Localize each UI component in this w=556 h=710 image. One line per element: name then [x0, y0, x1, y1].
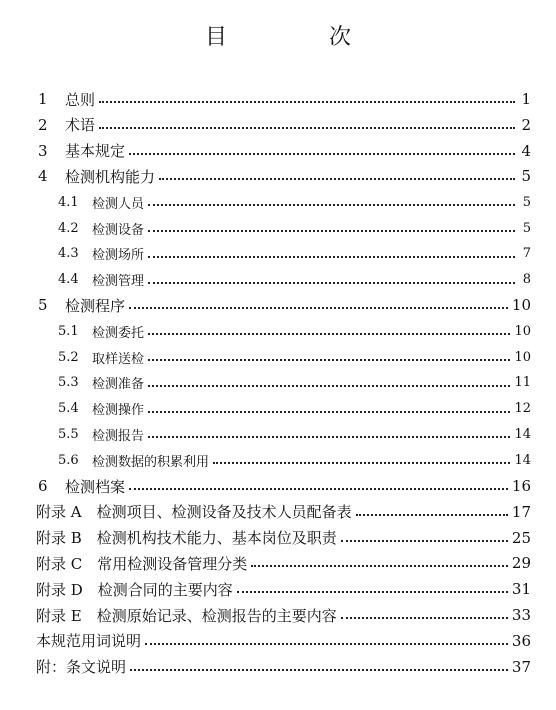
toc-leader-dots [148, 411, 510, 413]
toc-entry-number: 1 [38, 90, 48, 108]
toc-entry[interactable] [58, 269, 531, 291]
toc-entry-page: 10 [511, 296, 531, 315]
toc-entry-page: 10 [514, 349, 531, 365]
toc-entry-title: 检测程序 [65, 296, 126, 315]
toc-entry-page: 8 [522, 272, 531, 288]
toc-leader-dots [148, 385, 510, 387]
toc-entry[interactable] [36, 527, 531, 549]
toc-entry-number: 3 [38, 141, 48, 160]
toc-entry[interactable] [38, 114, 531, 136]
toc-leader-dots [148, 230, 515, 232]
toc-entry[interactable] [58, 346, 531, 368]
toc-entry-number: 5.4 [58, 401, 79, 417]
toc-entry[interactable] [36, 578, 531, 600]
toc-leader-dots [148, 436, 510, 438]
toc-entry-title: 附录 A 检测项目、检测设备及技术人员配备表 [36, 503, 352, 522]
toc-entry-page: 25 [511, 528, 531, 547]
toc-entry[interactable] [38, 140, 531, 162]
toc-entry-title: 本规范用词说明 [36, 632, 142, 651]
toc-entry-title: 检测准备 [92, 377, 145, 393]
toc-entry-page: 5 [522, 194, 531, 210]
toc-entry-title: 检测场所 [92, 248, 145, 264]
toc-leader-dots [129, 153, 515, 155]
toc-leader-dots [237, 591, 508, 593]
toc-entry-number: 5.6 [58, 452, 79, 468]
toc-entry[interactable] [36, 604, 531, 626]
toc-leader-dots [356, 514, 508, 516]
toc-entry-title: 附录 E 检测原始记录、检测报告的主要内容 [36, 606, 337, 625]
toc-entry-number: 5.1 [58, 323, 79, 339]
toc-leader-dots [129, 307, 508, 309]
toc-entry-page: 7 [522, 246, 531, 262]
toc-entry-page: 10 [514, 323, 531, 339]
toc-entry-title: 取样送检 [92, 351, 145, 367]
toc-entry[interactable] [36, 630, 531, 652]
toc-entry-page: 11 [514, 375, 531, 391]
toc-entry-title: 检测数据的积累利用 [92, 454, 210, 470]
toc-entry-page: 37 [511, 657, 531, 676]
toc-leader-dots [148, 204, 515, 206]
toc-entry-page: 5 [522, 220, 531, 236]
toc-entry-number: 5.3 [58, 375, 79, 391]
toc-entry-page: 2 [521, 115, 531, 134]
toc-entry-number: 4 [38, 167, 48, 186]
toc-entry[interactable] [58, 320, 531, 342]
toc-entry-title: 检测委托 [92, 325, 145, 341]
toc-entry-title: 基本规定 [65, 142, 126, 161]
toc-entry[interactable] [58, 217, 531, 239]
toc-entry-number: 4.3 [58, 246, 79, 262]
toc-entry-title: 检测档案 [65, 477, 126, 496]
toc-entry-title: 总则 [65, 90, 96, 109]
toc-entry[interactable] [38, 165, 531, 187]
toc-entry-page: 36 [511, 631, 531, 650]
toc-entry-title: 附录 C 常用检测设备管理分类 [36, 554, 248, 573]
toc-leader-dots [99, 101, 515, 103]
toc-entry-page: 5 [521, 167, 531, 186]
toc-entry-number: 4.1 [58, 194, 79, 210]
toc-entry[interactable] [58, 398, 531, 420]
toc-entry-number: 5 [38, 296, 48, 315]
toc-leader-dots [148, 359, 510, 361]
toc-entry-number: 5.2 [58, 349, 79, 365]
toc-leader-dots [148, 333, 510, 335]
toc-entry-page: 29 [511, 554, 531, 573]
toc-entry[interactable] [58, 423, 531, 445]
toc-entry-page: 4 [521, 141, 531, 160]
toc-entry-title: 检测机构能力 [65, 167, 156, 186]
toc-entry-title: 术语 [65, 116, 96, 135]
toc-entry-title: 附录 B 检测机构技术能力、基本岗位及职责 [36, 529, 337, 548]
toc-entry-number: 5.5 [58, 426, 79, 442]
toc-entry[interactable] [36, 656, 531, 678]
toc-entry-title: 附录 D 检测合同的主要内容 [36, 580, 233, 599]
toc-entry-page: 1 [521, 90, 531, 108]
toc-leader-dots [159, 178, 515, 180]
toc-entry-page: 33 [511, 606, 531, 624]
toc-leader-dots [213, 462, 510, 464]
toc-entry[interactable] [58, 449, 531, 471]
toc-entry-number: 4.2 [58, 220, 79, 236]
toc-entry-number: 4.4 [58, 272, 79, 288]
toc-leader-dots [99, 127, 515, 129]
toc-entry[interactable] [36, 552, 531, 574]
toc-leader-dots [129, 488, 508, 490]
page-title: 目 次 [204, 25, 391, 50]
toc-entry-title: 检测人员 [92, 196, 145, 212]
toc-entry[interactable] [58, 191, 531, 213]
toc-entry-page: 17 [511, 502, 531, 521]
toc-entry-page: 14 [514, 426, 531, 442]
toc-entry[interactable] [38, 88, 531, 110]
toc-entry[interactable] [38, 294, 531, 316]
toc-entry[interactable] [38, 475, 531, 497]
toc-leader-dots [130, 669, 508, 671]
toc-leader-dots [148, 256, 515, 258]
toc-entry-page: 31 [511, 580, 531, 599]
toc-entry-title: 检测设备 [92, 222, 145, 238]
toc-entry-page: 14 [514, 452, 531, 468]
toc-leader-dots [251, 565, 508, 567]
toc-entry[interactable] [36, 501, 531, 523]
toc-leader-dots [148, 282, 515, 284]
toc-leader-dots [145, 643, 508, 645]
toc-entry-number: 2 [38, 115, 48, 134]
toc-entry-title: 检测报告 [92, 428, 145, 444]
toc-entry[interactable] [58, 372, 531, 394]
toc-entry[interactable] [58, 243, 531, 265]
toc-entry-title: 检测管理 [92, 274, 145, 290]
toc-leader-dots [341, 540, 508, 542]
toc-entry-page: 12 [514, 401, 531, 417]
toc-entry-page: 16 [511, 477, 531, 495]
toc-entry-title: 检测操作 [92, 403, 145, 419]
toc-entry-number: 6 [38, 477, 48, 495]
toc-leader-dots [341, 617, 508, 619]
toc-entry-title: 附：条文说明 [36, 658, 127, 677]
